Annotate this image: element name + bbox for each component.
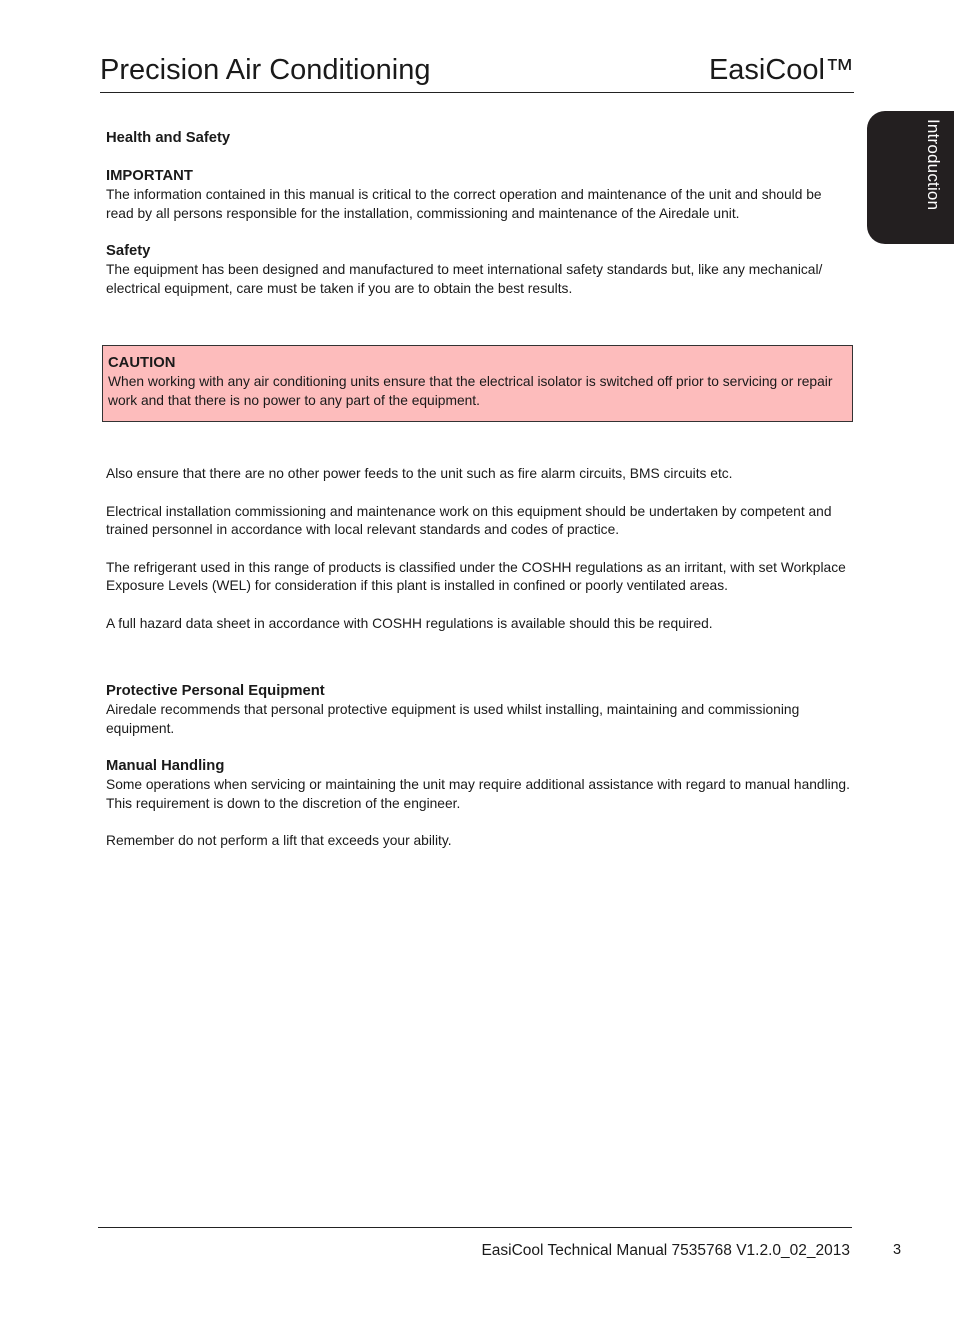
health-safety-heading: Health and Safety	[106, 130, 231, 146]
header-title-left: Precision Air Conditioning	[100, 54, 431, 86]
ppe-heading: Protective Personal Equipment	[106, 683, 325, 699]
refrigerant-paragraph: The refrigerant used in this range of products is classified under the COSHH regulations as an irritant, with set Workplace Exposure Levels (WEL) for consideration if this plant is installed in confined or poorly ventilated areas.	[106, 559, 846, 593]
important-text: The information contained in this manual is critical to the correct operation and maintenance of the unit and should be read by all persons responsible for the installation, commissioning and maintenance of the Airedale unit.	[106, 187, 822, 221]
ppe-text: Airedale recommends that personal protective equipment is used whilst installing, maintaining and commissioning equipment.	[106, 702, 800, 736]
lift-warning-text: Remember do not perform a lift that exceeds your ability.	[106, 833, 452, 848]
intro-content	[106, 128, 846, 298]
footer-document-title: EasiCool Technical Manual 7535768 V1.2.0_02_2013	[481, 1242, 850, 1259]
section-tab-introduction	[867, 111, 954, 244]
safety-text: The equipment has been designed and manufactured to meet international safety standards but, like any mechanical/ electrical equipment, care must be taken if you are to obtain the best results.	[106, 262, 823, 296]
manual-handling-text: Some operations when servicing or maintaining the unit may require additional assistance with regard to manual handling. This requirement is down to the discretion of the engineer.	[106, 777, 850, 811]
caution-text: When working with any air conditioning units ensure that the electrical isolator is switched off prior to servicing or repair work and that there is no power to any part of the equipment.	[108, 374, 833, 408]
safety-heading: Safety	[106, 243, 151, 259]
important-heading: IMPORTANT	[106, 168, 193, 184]
body-content	[106, 465, 851, 851]
caution-title: CAUTION	[108, 355, 176, 371]
manual-handling-heading: Manual Handling	[106, 758, 225, 774]
page-header	[100, 52, 854, 93]
footer-divider	[98, 1227, 852, 1228]
power-feeds-paragraph: Also ensure that there are no other power feeds to the unit such as fire alarm circuits, BMS circuits etc.	[106, 466, 733, 481]
caution-box	[102, 345, 853, 422]
page-number: 3	[893, 1242, 902, 1258]
hazard-sheet-paragraph: A full hazard data sheet in accordance with COSHH regulations is available should this be required.	[106, 615, 713, 631]
header-title-right: EasiCool™	[708, 54, 854, 86]
electrical-installation-paragraph: Electrical installation commissioning and maintenance work on this equipment should be undertaken by competent and trained personnel in accordance with local relevant standards and codes of practice.	[106, 503, 832, 537]
section-tab-label: Introduction	[924, 119, 943, 211]
